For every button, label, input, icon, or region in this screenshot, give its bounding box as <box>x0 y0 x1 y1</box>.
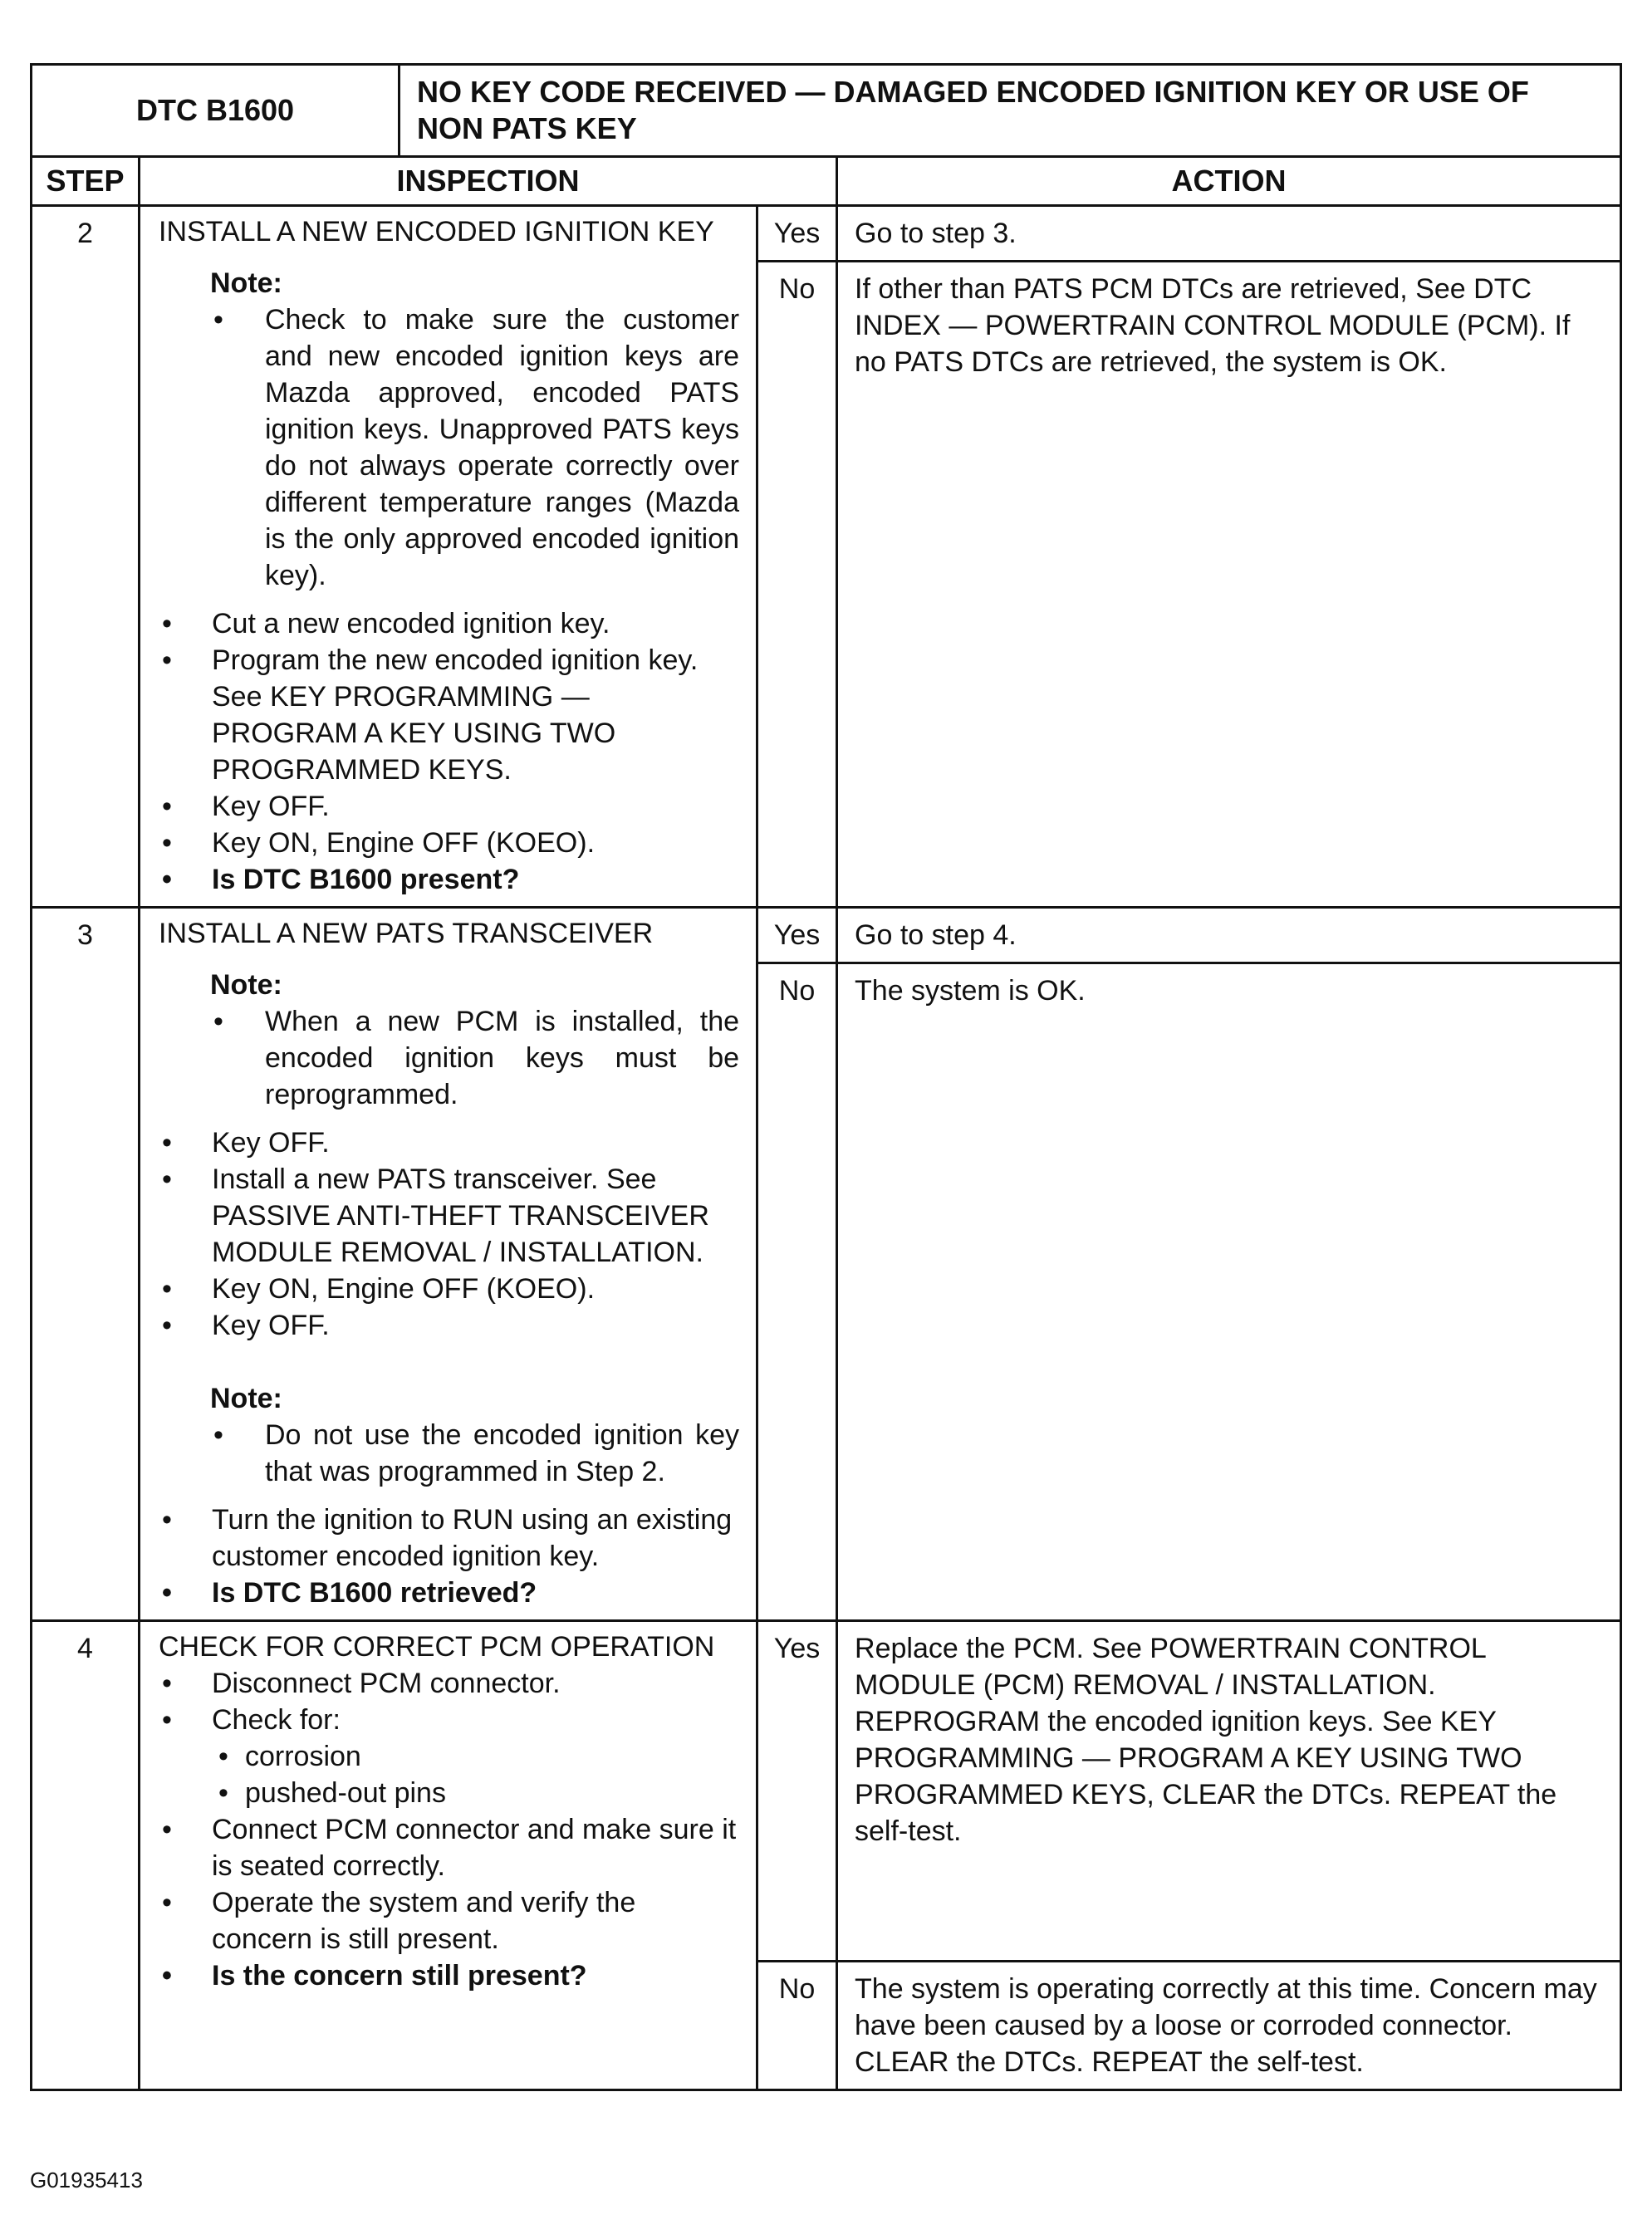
step-4-no-label: No <box>757 1962 837 2090</box>
step-4-no-action: The system is operating correctly at this time. Concern may have been caused by a loose or corroded connector. CLEAR the DTCs. REPEAT the self-test. <box>837 1962 1621 2090</box>
step-2-question: • Is DTC B1600 present? <box>159 861 739 898</box>
step-2-bullet-1: • Cut a new encoded ignition key. <box>159 605 739 642</box>
figure-id: G01935413 <box>30 2168 143 2192</box>
step-2-no-action: If other than PATS PCM DTCs are retrieved, See DTC INDEX — POWERTRAIN CONTROL MODULE (PCM). If no PATS DTCs are retrieved, the system is OK. <box>837 262 1621 908</box>
step-3-bullets <box>159 1124 739 1344</box>
dtc-title: NO KEY CODE RECEIVED — DAMAGED ENCODED IGNITION KEY OR USE OF NON PATS KEY <box>400 65 1621 157</box>
step-4-bullet-1: • Disconnect PCM connector. <box>159 1665 739 1702</box>
step-4-bullets <box>159 1665 739 1994</box>
step-4-question: • Is the concern still present? <box>159 1957 739 1994</box>
step-3-question: • Is DTC B1600 retrieved? <box>159 1575 739 1611</box>
step-3-yes-label: Yes <box>757 908 837 963</box>
step-2-row-yes <box>32 206 1621 262</box>
step-3-note-2 <box>210 1380 739 1490</box>
step-3-bullet-1: • Key OFF. <box>159 1124 739 1161</box>
step-3-note-1 <box>210 967 739 1113</box>
step-3-bullet-2: • Install a new PATS transceiver. See PASSIVE ANTI-THEFT TRANSCEIVER MODULE REMOVAL / INSTALLATION. <box>159 1161 739 1271</box>
step-3-bullet-3: • Key ON, Engine OFF (KOEO). <box>159 1271 739 1307</box>
step-4-bullet-2 <box>159 1702 739 1811</box>
step-3-note-1-text: • When a new PCM is installed, the encoded ignition keys must be reprogrammed. <box>210 1003 739 1113</box>
step-3-note-2-list <box>210 1417 739 1490</box>
step-4-sub-list <box>212 1738 739 1811</box>
step-3-no-label: No <box>757 963 837 1621</box>
step-2-inspection <box>140 206 757 908</box>
step-2-number: 2 <box>32 206 140 908</box>
step-3-spacer <box>159 1344 739 1380</box>
step-2-bullet-3: • Key OFF. <box>159 788 739 825</box>
step-4-yes-action: Replace the PCM. See POWERTRAIN CONTROL MODULE (PCM) REMOVAL / INSTALLATION. REPROGRAM the encoded ignition keys. See KEY PROGRAMMING — PROGRAM A KEY USING TWO PROGRAMMED KEYS, CLEAR the DTCs. REPEAT the self-test. <box>837 1621 1621 1962</box>
step-3-inspection <box>140 908 757 1621</box>
header-row <box>32 65 1621 157</box>
step-3-heading: INSTALL A NEW PATS TRANSCEIVER <box>159 918 654 949</box>
step-2-bullets <box>159 605 739 898</box>
step-4-bullet-4: • Operate the system and verify the concern is still present. <box>159 1884 739 1957</box>
step-2-yes-action: Go to step 3. <box>837 206 1621 262</box>
column-header-action: ACTION <box>837 157 1621 206</box>
step-4-bullet-3: • Connect PCM connector and make sure it is seated correctly. <box>159 1811 739 1884</box>
step-2-no-label: No <box>757 262 837 908</box>
dtc-code: DTC B1600 <box>32 65 400 157</box>
step-4-number: 4 <box>32 1621 140 2090</box>
step-2-bullet-2: • Program the new encoded ignition key. See KEY PROGRAMMING — PROGRAM A KEY USING TWO PROGRAMMED KEYS. <box>159 642 739 788</box>
step-2-note-text: • Check to make sure the customer and new encoded ignition keys are Mazda approved, encoded PATS ignition keys. Unapproved PATS keys do not always operate correctly over different temperature ranges (Mazda is the only approved encoded ignition key). <box>210 301 739 594</box>
step-3-note-1-label: Note: <box>210 969 282 1001</box>
step-2-yes-label: Yes <box>757 206 837 262</box>
step-3-yes-action: Go to step 4. <box>837 908 1621 963</box>
step-3-bullet-4: • Key OFF. <box>159 1307 739 1344</box>
step-3-no-action: The system is OK. <box>837 963 1621 1621</box>
diagnostic-table-sheet <box>30 63 1620 2091</box>
step-4-heading: CHECK FOR CORRECT PCM OPERATION <box>159 1631 715 1663</box>
step-3-row-yes <box>32 908 1621 963</box>
step-3-bullets-2 <box>159 1502 739 1611</box>
step-3-number: 3 <box>32 908 140 1621</box>
step-2-note <box>210 265 739 594</box>
step-3-note-2-label: Note: <box>210 1383 282 1414</box>
step-4-sub-2: • pushed-out pins <box>212 1775 739 1811</box>
step-3-note-1-list <box>210 1003 739 1113</box>
step-4-inspection <box>140 1621 757 2090</box>
step-4-sub-1: • corrosion <box>212 1738 739 1775</box>
column-header-row <box>32 157 1621 206</box>
step-4-yes-label: Yes <box>757 1621 837 1962</box>
step-2-note-list <box>210 301 739 594</box>
column-header-step: STEP <box>32 157 140 206</box>
step-2-heading: INSTALL A NEW ENCODED IGNITION KEY <box>159 216 714 247</box>
step-2-note-label: Note: <box>210 267 282 299</box>
step-3-note-2-text: • Do not use the encoded ignition key that was programmed in Step 2. <box>210 1417 739 1490</box>
step-4-row-yes <box>32 1621 1621 1962</box>
column-header-inspection: INSPECTION <box>140 157 837 206</box>
step-4-bullet-2-text: Check for: <box>212 1704 341 1736</box>
step-3-bullet-5: • Turn the ignition to RUN using an existing customer encoded ignition key. <box>159 1502 739 1575</box>
step-2-bullet-4: • Key ON, Engine OFF (KOEO). <box>159 825 739 861</box>
diagnostic-table <box>30 63 1622 2091</box>
